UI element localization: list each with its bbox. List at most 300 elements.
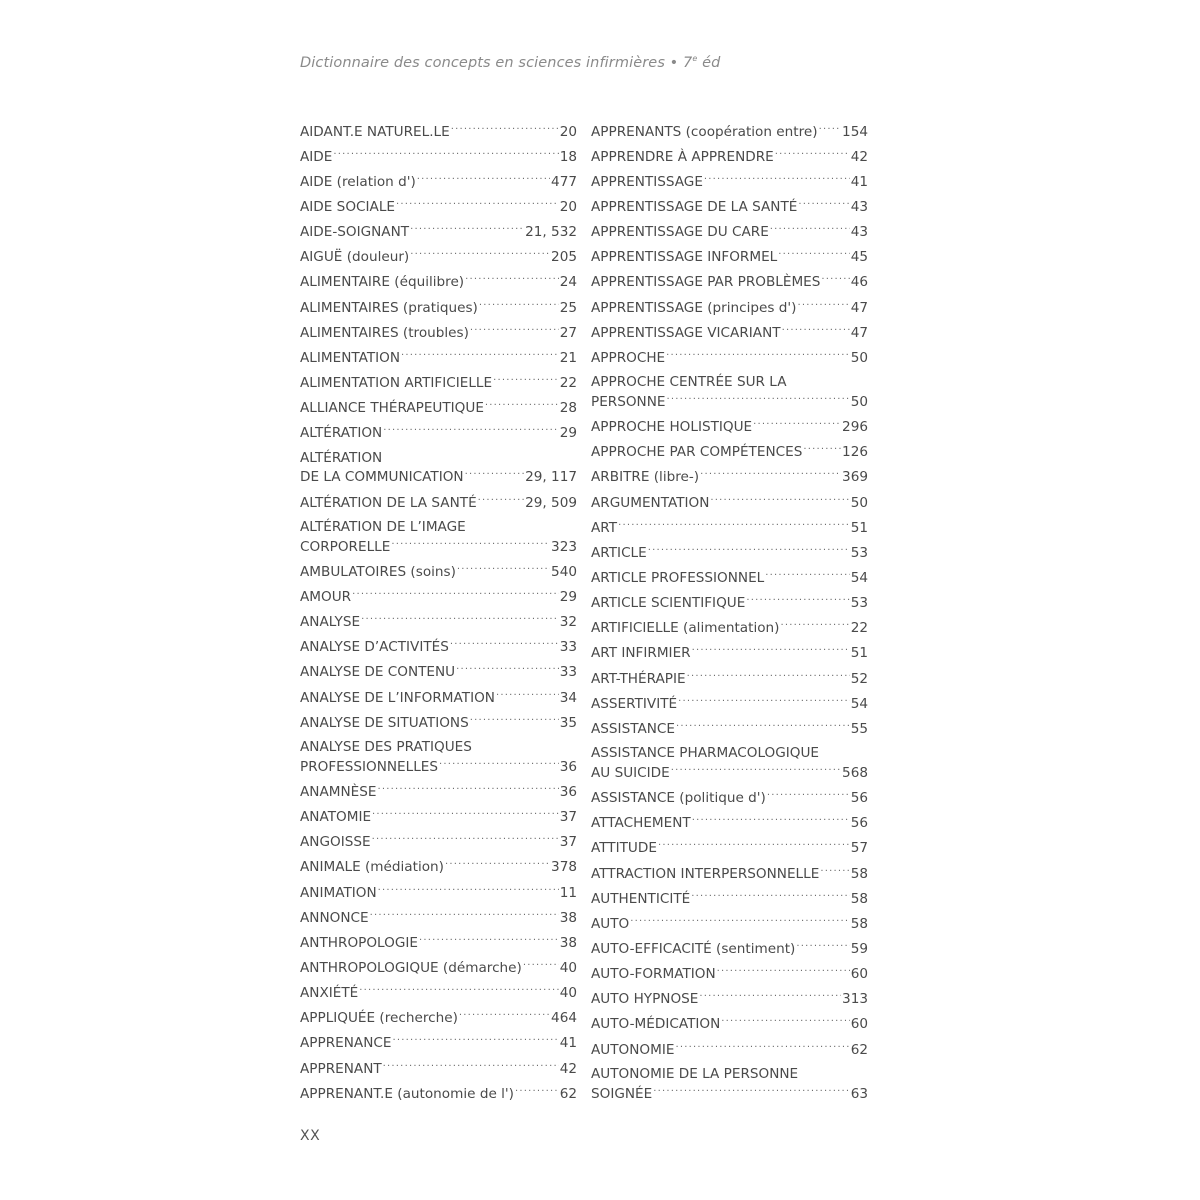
index-entry-line — [300, 273, 577, 293]
index-term: ALIMENTAIRES (pratiques) — [300, 299, 478, 316]
dot-leader — [648, 543, 850, 557]
index-entry-line — [300, 248, 577, 268]
index-entry — [591, 122, 868, 142]
index-term: ATTRACTION INTERPERSONNELLE — [591, 865, 820, 882]
dot-leader — [419, 933, 559, 947]
index-entry — [591, 518, 868, 538]
index-entry-line — [300, 638, 577, 658]
index-entry — [300, 424, 577, 444]
index-term: ARGUMENTATION — [591, 494, 710, 511]
index-page-ref: 52 — [850, 670, 868, 687]
index-entry — [300, 399, 577, 419]
index-term: ARTICLE SCIENTIFIQUE — [591, 595, 746, 612]
index-page-ref: 59 — [850, 940, 868, 957]
index-entry — [591, 443, 868, 463]
dot-leader — [465, 273, 559, 287]
index-entry-line — [300, 1084, 577, 1104]
index-entry-line — [300, 348, 577, 368]
index-entry-line — [591, 965, 868, 985]
index-term: APPRENDRE À APPRENDRE — [591, 148, 774, 165]
dot-leader — [775, 147, 850, 161]
index-term: ALTÉRATION DE LA SANTÉ — [300, 494, 477, 511]
index-entry — [591, 864, 868, 884]
index-entry — [591, 1015, 868, 1035]
dot-leader — [692, 644, 850, 658]
index-term: ANTHROPOLOGIQUE (démarche) — [300, 959, 522, 976]
index-page-ref: 540 — [551, 563, 577, 580]
index-term: DE LA COMMUNICATION — [300, 469, 464, 486]
dot-leader — [782, 323, 850, 337]
index-entry-line — [591, 348, 868, 368]
edition-superscript: e — [692, 54, 698, 63]
index-entry-line — [591, 323, 868, 343]
index-entry-line — [591, 1084, 868, 1104]
index-page-ref: 126 — [842, 444, 868, 461]
index-entry-line — [300, 1009, 577, 1029]
dot-leader — [687, 669, 850, 683]
index-term: APPRENANT.E (autonomie de l') — [300, 1085, 514, 1102]
index-term: ANNONCE — [300, 909, 369, 926]
index-entry — [300, 638, 577, 658]
dot-leader — [797, 298, 849, 312]
index-entry-line — [591, 248, 868, 268]
dot-leader — [417, 172, 550, 186]
dot-leader — [383, 1059, 559, 1073]
page-number: XX — [300, 1128, 321, 1144]
index-term: ATTACHEMENT — [591, 815, 691, 832]
index-entry — [300, 323, 577, 343]
index-term: AUTO — [591, 915, 630, 932]
index-page-ref: 60 — [850, 966, 868, 983]
index-column-right — [591, 122, 868, 1109]
index-entry — [591, 1040, 868, 1060]
index-page-ref: 464 — [551, 1010, 577, 1027]
index-entry — [591, 669, 868, 689]
index-entry-line — [300, 223, 577, 243]
index-page-ref: 56 — [850, 815, 868, 832]
index-page-ref: 22 — [850, 620, 868, 637]
index-entry-line — [591, 814, 868, 834]
index-page-ref: 54 — [850, 569, 868, 586]
index-entry — [591, 990, 868, 1010]
index-entry-line — [300, 562, 577, 582]
index-term: AUTO-MÉDICATION — [591, 1016, 721, 1033]
index-term: AUTO-FORMATION — [591, 966, 716, 983]
index-term: AIGUË (douleur) — [300, 249, 410, 266]
index-page-ref: 41 — [559, 1035, 577, 1052]
index-term-line1: ASSISTANCE PHARMACOLOGIQUE — [591, 745, 820, 762]
index-entry — [591, 939, 868, 959]
index-page-ref: 37 — [559, 834, 577, 851]
dot-leader — [667, 392, 850, 406]
index-entry-line — [300, 468, 577, 488]
index-entry-line — [591, 644, 868, 664]
index-entry-line — [300, 613, 577, 633]
index-entry-line — [300, 1034, 577, 1054]
index-entry — [591, 814, 868, 834]
index-term: ALTÉRATION — [300, 425, 383, 442]
dot-leader — [699, 990, 841, 1004]
index-entry-line — [591, 839, 868, 859]
dot-leader — [523, 958, 559, 972]
dot-leader — [710, 493, 849, 507]
index-page-ref: 32 — [559, 614, 577, 631]
index-term: ALIMENTAIRES (troubles) — [300, 324, 469, 341]
index-term: APPRENANT — [300, 1060, 382, 1077]
dot-leader — [666, 348, 850, 362]
dot-leader — [496, 688, 559, 702]
index-entry-line — [591, 889, 868, 909]
index-page-ref: 369 — [842, 469, 868, 486]
index-term: CORPORELLE — [300, 538, 391, 555]
index-term: APPRENTISSAGE INFORMEL — [591, 249, 778, 266]
dot-leader — [445, 858, 550, 872]
index-page-ref: 42 — [559, 1060, 577, 1077]
index-term: AUTHENTICITÉ — [591, 890, 691, 907]
dot-leader — [780, 619, 849, 633]
dot-leader — [770, 223, 850, 237]
index-term: ART INFIRMIER — [591, 645, 691, 662]
index-entry — [591, 223, 868, 243]
index-term: APPRENTISSAGE DE LA SANTÉ — [591, 199, 798, 216]
dot-leader — [410, 223, 524, 237]
index-term: AU SUICIDE — [591, 764, 670, 781]
index-entry-line — [300, 663, 577, 683]
index-page-ref: 36 — [559, 783, 577, 800]
dot-leader — [704, 172, 850, 186]
index-entry-line — [300, 122, 577, 142]
index-term: APPRENTISSAGE — [591, 173, 703, 190]
index-term: APPRENANTS (coopération entre) — [591, 123, 818, 140]
index-term: ASSISTANCE — [591, 720, 675, 737]
index-entry — [300, 562, 577, 582]
index-page-ref: 29, 509 — [525, 494, 577, 511]
index-entry — [300, 908, 577, 928]
index-page-ref: 45 — [850, 249, 868, 266]
index-page-ref: 35 — [559, 714, 577, 731]
index-term: APPRENTISSAGE PAR PROBLÈMES — [591, 274, 821, 291]
index-page-ref: 11 — [559, 884, 577, 901]
index-entry — [300, 688, 577, 708]
index-term: APPRENTISSAGE DU CARE — [591, 224, 769, 241]
index-entry — [300, 713, 577, 733]
index-column-left — [300, 122, 577, 1109]
index-page-ref: 205 — [551, 249, 577, 266]
index-entry — [591, 789, 868, 809]
index-entry — [591, 889, 868, 909]
index-entry-line — [300, 537, 577, 557]
dot-leader — [459, 1009, 550, 1023]
index-term: ANGOISSE — [300, 834, 371, 851]
dot-leader — [401, 348, 559, 362]
dot-leader — [370, 908, 559, 922]
index-term: AIDANT.E NATUREL.LE — [300, 123, 450, 140]
index-entry — [300, 197, 577, 217]
index-term: AUTO-EFFICACITÉ (sentiment) — [591, 940, 796, 957]
dot-leader — [372, 808, 559, 822]
index-entry-line — [591, 990, 868, 1010]
dot-leader — [391, 537, 550, 551]
index-term: APPRENANCE — [300, 1035, 392, 1052]
index-term: ANALYSE DE CONTENU — [300, 664, 456, 681]
index-term: ANIMATION — [300, 884, 377, 901]
index-entry — [300, 248, 577, 268]
index-entry-line — [300, 757, 577, 777]
index-entry — [591, 719, 868, 739]
index-page-ref: 477 — [551, 173, 577, 190]
index-term: AUTO HYPNOSE — [591, 991, 699, 1008]
index-page-ref: 27 — [559, 324, 577, 341]
dot-leader — [630, 914, 849, 928]
index-entry — [591, 298, 868, 318]
index-entry-line — [300, 833, 577, 853]
index-term: ARTIFICIELLE (alimentation) — [591, 620, 780, 637]
dot-leader — [820, 864, 849, 878]
index-entry-line — [591, 914, 868, 934]
index-page-ref: 55 — [850, 720, 868, 737]
index-page-ref: 323 — [551, 538, 577, 555]
index-page-ref: 22 — [559, 375, 577, 391]
index-entry-line — [591, 392, 868, 412]
index-term: ANALYSE D’ACTIVITÉS — [300, 639, 449, 656]
index-term: ASSERTIVITÉ — [591, 695, 678, 712]
index-entry — [300, 808, 577, 828]
index-entry — [300, 738, 577, 777]
index-entry-line — [300, 782, 577, 802]
index-term: ARTICLE — [591, 544, 647, 561]
dot-leader — [515, 1084, 559, 1098]
index-entry — [591, 323, 868, 343]
index-entry — [300, 587, 577, 607]
index-term: ART — [591, 519, 618, 536]
edition-suffix: éd — [697, 55, 721, 71]
dot-leader — [333, 147, 558, 161]
index-entry — [591, 1065, 868, 1104]
index-entry-line — [300, 984, 577, 1004]
dot-leader — [372, 833, 559, 847]
index-entry-line — [591, 543, 868, 563]
index-page-ref: 313 — [842, 991, 868, 1008]
index-entry-line — [300, 587, 577, 607]
index-entry-line — [591, 939, 868, 959]
index-entry — [300, 493, 577, 513]
index-page-ref: 38 — [559, 909, 577, 926]
index-term: ANIMALE (médiation) — [300, 859, 444, 876]
index-term: ATTITUDE — [591, 840, 657, 857]
index-entry-line — [591, 594, 868, 614]
index-term: ALIMENTATION ARTIFICIELLE — [300, 375, 493, 391]
index-entry-line — [300, 688, 577, 708]
index-entry — [300, 1084, 577, 1104]
dot-leader — [746, 594, 849, 608]
index-term: APPROCHE — [591, 349, 666, 366]
index-term: AMBULATOIRES (soins) — [300, 563, 456, 580]
index-entry-line — [300, 908, 577, 928]
index-term: ANALYSE — [300, 614, 361, 631]
dot-leader — [479, 298, 559, 312]
dot-leader — [396, 197, 559, 211]
index-term: AIDE-SOIGNANT — [300, 224, 410, 241]
index-term: APPRENTISSAGE VICARIANT — [591, 324, 781, 341]
index-entry-line — [591, 468, 868, 488]
index-page-ref: 50 — [850, 494, 868, 511]
index-term: AUTONOMIE — [591, 1041, 675, 1058]
index-entry — [591, 418, 868, 438]
index-term: ALIMENTAIRE (équilibre) — [300, 274, 465, 291]
index-term: SOIGNÉE — [591, 1085, 653, 1102]
index-page-ref: 57 — [850, 840, 868, 857]
dot-leader — [359, 984, 558, 998]
index-page-ref: 28 — [559, 400, 577, 417]
index-entry — [300, 373, 577, 393]
index-entry-line — [300, 424, 577, 444]
dot-leader — [392, 1034, 558, 1048]
index-entry — [300, 984, 577, 1004]
index-page-ref: 41 — [850, 173, 868, 190]
index-entry-line — [591, 443, 868, 463]
index-term: AIDE SOCIALE — [300, 199, 395, 216]
dot-leader — [470, 323, 559, 337]
index-entry — [300, 147, 577, 167]
dot-leader — [456, 663, 559, 677]
index-term: ANALYSE DE SITUATIONS — [300, 714, 469, 731]
dot-leader — [819, 122, 841, 136]
index-entry-line — [591, 518, 868, 538]
dot-leader — [700, 468, 841, 482]
dot-leader — [410, 248, 550, 262]
dot-leader — [457, 562, 550, 576]
index-term: AMOUR — [300, 588, 352, 605]
index-page-ref: 29 — [559, 588, 577, 605]
index-page-ref: 38 — [559, 934, 577, 951]
index-page-ref: 568 — [842, 764, 868, 781]
index-page-ref: 50 — [850, 394, 868, 410]
index-entry-line — [300, 323, 577, 343]
index-entry — [300, 449, 577, 488]
dot-leader — [450, 638, 559, 652]
index-entry-line — [300, 493, 577, 513]
index-entry-line — [300, 298, 577, 318]
index-term: ANXIÉTÉ — [300, 985, 359, 1002]
index-entry — [591, 373, 868, 412]
index-term-line1: AUTONOMIE DE LA PERSONNE — [591, 1066, 799, 1083]
dot-leader — [470, 713, 559, 727]
index-entry — [300, 613, 577, 633]
index-entry — [300, 298, 577, 318]
index-entry-line — [591, 1015, 868, 1035]
index-term: ANATOMIE — [300, 809, 372, 826]
index-entry — [300, 518, 577, 557]
index-entry — [300, 833, 577, 853]
index-term: ASSISTANCE (politique d') — [591, 790, 766, 807]
index-page-ref: 24 — [559, 274, 577, 291]
book-title: Dictionnaire des concepts en sciences infirmières • 7 — [300, 55, 693, 71]
index-page-ref: 296 — [842, 419, 868, 436]
dot-leader — [465, 468, 525, 482]
index-term: ANAMNÈSE — [300, 783, 377, 800]
index-page-ref: 47 — [850, 324, 868, 341]
index-term: ALIMENTATION — [300, 349, 401, 366]
index-page-ref: 60 — [850, 1016, 868, 1033]
index-entry — [591, 172, 868, 192]
dot-leader — [798, 197, 849, 211]
index-entry-line — [300, 172, 577, 192]
index-entry — [591, 744, 868, 783]
dot-leader — [678, 694, 850, 708]
index-entry-line — [300, 197, 577, 217]
index-page-ref: 50 — [850, 349, 868, 366]
index-entry-line — [591, 147, 868, 167]
index-entry-line — [591, 568, 868, 588]
index-entry-line — [591, 789, 868, 809]
dot-leader — [653, 1084, 849, 1098]
index-entry-line — [300, 808, 577, 828]
index-entry-line — [591, 418, 868, 438]
index-entry-line — [591, 763, 868, 783]
index-page-ref: 33 — [559, 664, 577, 681]
index-entry — [591, 273, 868, 293]
running-header — [300, 54, 720, 71]
index-term-line1: ANALYSE DES PRATIQUES — [300, 739, 472, 756]
index-page-ref: 42 — [850, 148, 868, 165]
index-page-ref: 58 — [850, 865, 868, 882]
index-page-ref: 20 — [559, 123, 577, 140]
index-page-ref: 53 — [850, 595, 868, 612]
index-page-ref: 21 — [559, 349, 577, 366]
index-entry-line — [591, 719, 868, 739]
dot-leader — [378, 883, 559, 897]
index-page-ref: 51 — [850, 645, 868, 662]
index-page-ref: 51 — [850, 519, 868, 536]
index-entry — [591, 694, 868, 714]
dot-leader — [377, 782, 558, 796]
index-entry-line — [591, 1040, 868, 1060]
index-entry — [300, 663, 577, 683]
dot-leader — [352, 587, 559, 601]
index-entry-line — [300, 958, 577, 978]
index-term: APPLIQUÉE (recherche) — [300, 1010, 458, 1027]
index-entry-line — [300, 373, 577, 393]
index-page-ref: 36 — [559, 758, 577, 775]
index-term: AIDE (relation d') — [300, 173, 416, 190]
index-page-ref: 18 — [559, 148, 577, 165]
index-entry — [300, 348, 577, 368]
index-entry-line — [300, 858, 577, 878]
index-entry-line — [300, 933, 577, 953]
index-entry — [591, 914, 868, 934]
index-page-ref: 154 — [842, 123, 868, 140]
index-term-line1: ALTÉRATION — [300, 449, 383, 466]
index-page-ref: 63 — [850, 1085, 868, 1102]
index-entry-line — [591, 197, 868, 217]
index-page-ref: 21, 532 — [525, 224, 577, 241]
index-entry — [591, 543, 868, 563]
index-entry — [300, 1059, 577, 1079]
index-entry-line — [591, 223, 868, 243]
index-page-ref: 56 — [850, 790, 868, 807]
index-entry-line — [591, 619, 868, 639]
index-page-ref: 58 — [850, 890, 868, 907]
index-page-ref: 40 — [559, 985, 577, 1002]
index-page-ref: 34 — [559, 689, 577, 706]
index-page-ref: 58 — [850, 915, 868, 932]
index-page-ref: 62 — [850, 1041, 868, 1058]
index-term-line1: APPROCHE CENTRÉE SUR LA — [591, 374, 787, 391]
dot-leader — [618, 518, 850, 532]
index-term: ANTHROPOLOGIE — [300, 934, 418, 951]
dot-leader — [439, 757, 559, 771]
index-page-ref: 54 — [850, 695, 868, 712]
